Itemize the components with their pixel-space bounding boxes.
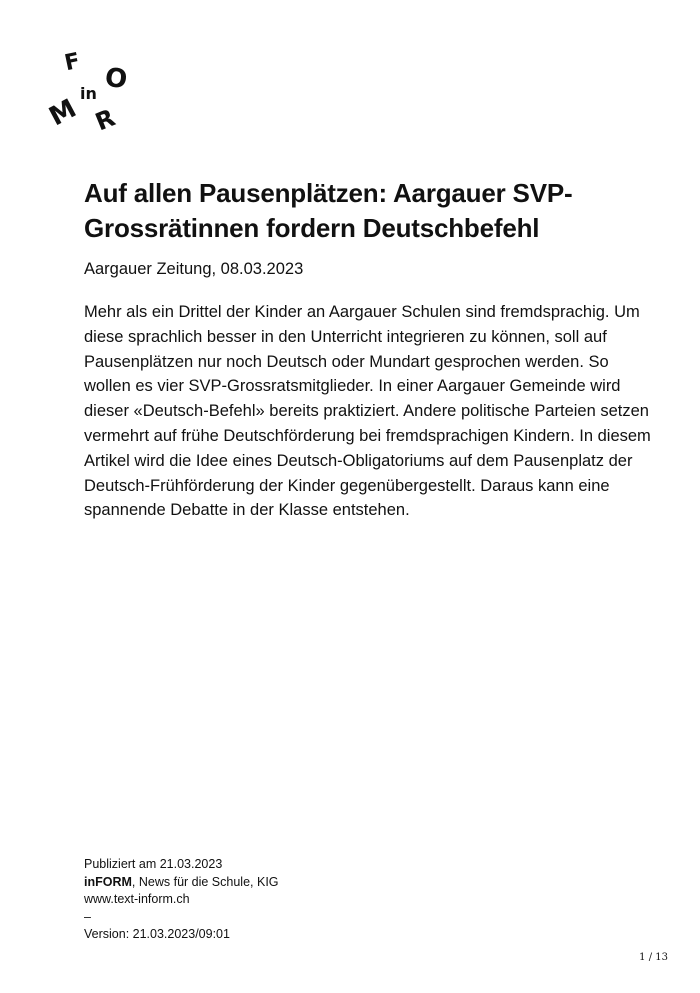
logo-letter-m: M xyxy=(44,93,82,133)
version-info: Version: 21.03.2023/09:01 xyxy=(84,927,230,941)
logo-letter-f: F xyxy=(62,48,83,77)
logo-letter-r: R xyxy=(91,103,120,137)
article-source: Aargauer Zeitung, 08.03.2023 xyxy=(84,260,304,278)
publisher-suffix: , News für die Schule, KIG xyxy=(131,874,279,889)
publisher-brand: inFORM xyxy=(84,874,132,889)
document-footer xyxy=(84,856,279,944)
logo-letter-o: O xyxy=(103,62,130,96)
article-body: Mehr als ein Drittel der Kinder an Aargauer Schulen sind fremdsprachig. Um diese sprachlich besser in den Unterricht integrieren zu können, soll auf Pausenplätzen nur noch Deutsch oder Mundart gesprochen werden. So wollen es vier SVP-Grossratsmitglieder. In einer Aargauer Gemeinde wird dieser «Deutsch-Befehl» bereits praktiziert. Andere politische Parteien setzen vermehrt auf frühe Deutschförderung bei fremdsprachigen Kindern. In diesem Artikel wird die Idee eines Deutsch-Obligatoriums auf dem Pausenplatz der Deutsch-Frühförderung der Kinder gegenübergestellt. Daraus kann eine spannende Debatte in der Klasse entstehen. xyxy=(84,303,651,520)
published-date: Publiziert am 21.03.2023 xyxy=(84,857,223,871)
footer-separator: – xyxy=(84,909,91,924)
article-title: Auf allen Pausenplätzen: Aargauer SVP-Grossrätinnen fordern Deutschbefehl xyxy=(84,178,573,243)
logo-letters-in: in xyxy=(80,84,97,103)
page-number: 1 / 13 xyxy=(639,952,668,963)
publisher-line xyxy=(84,874,279,892)
website-link[interactable]: www.text-inform.ch xyxy=(84,892,190,906)
inform-logo xyxy=(44,48,140,140)
